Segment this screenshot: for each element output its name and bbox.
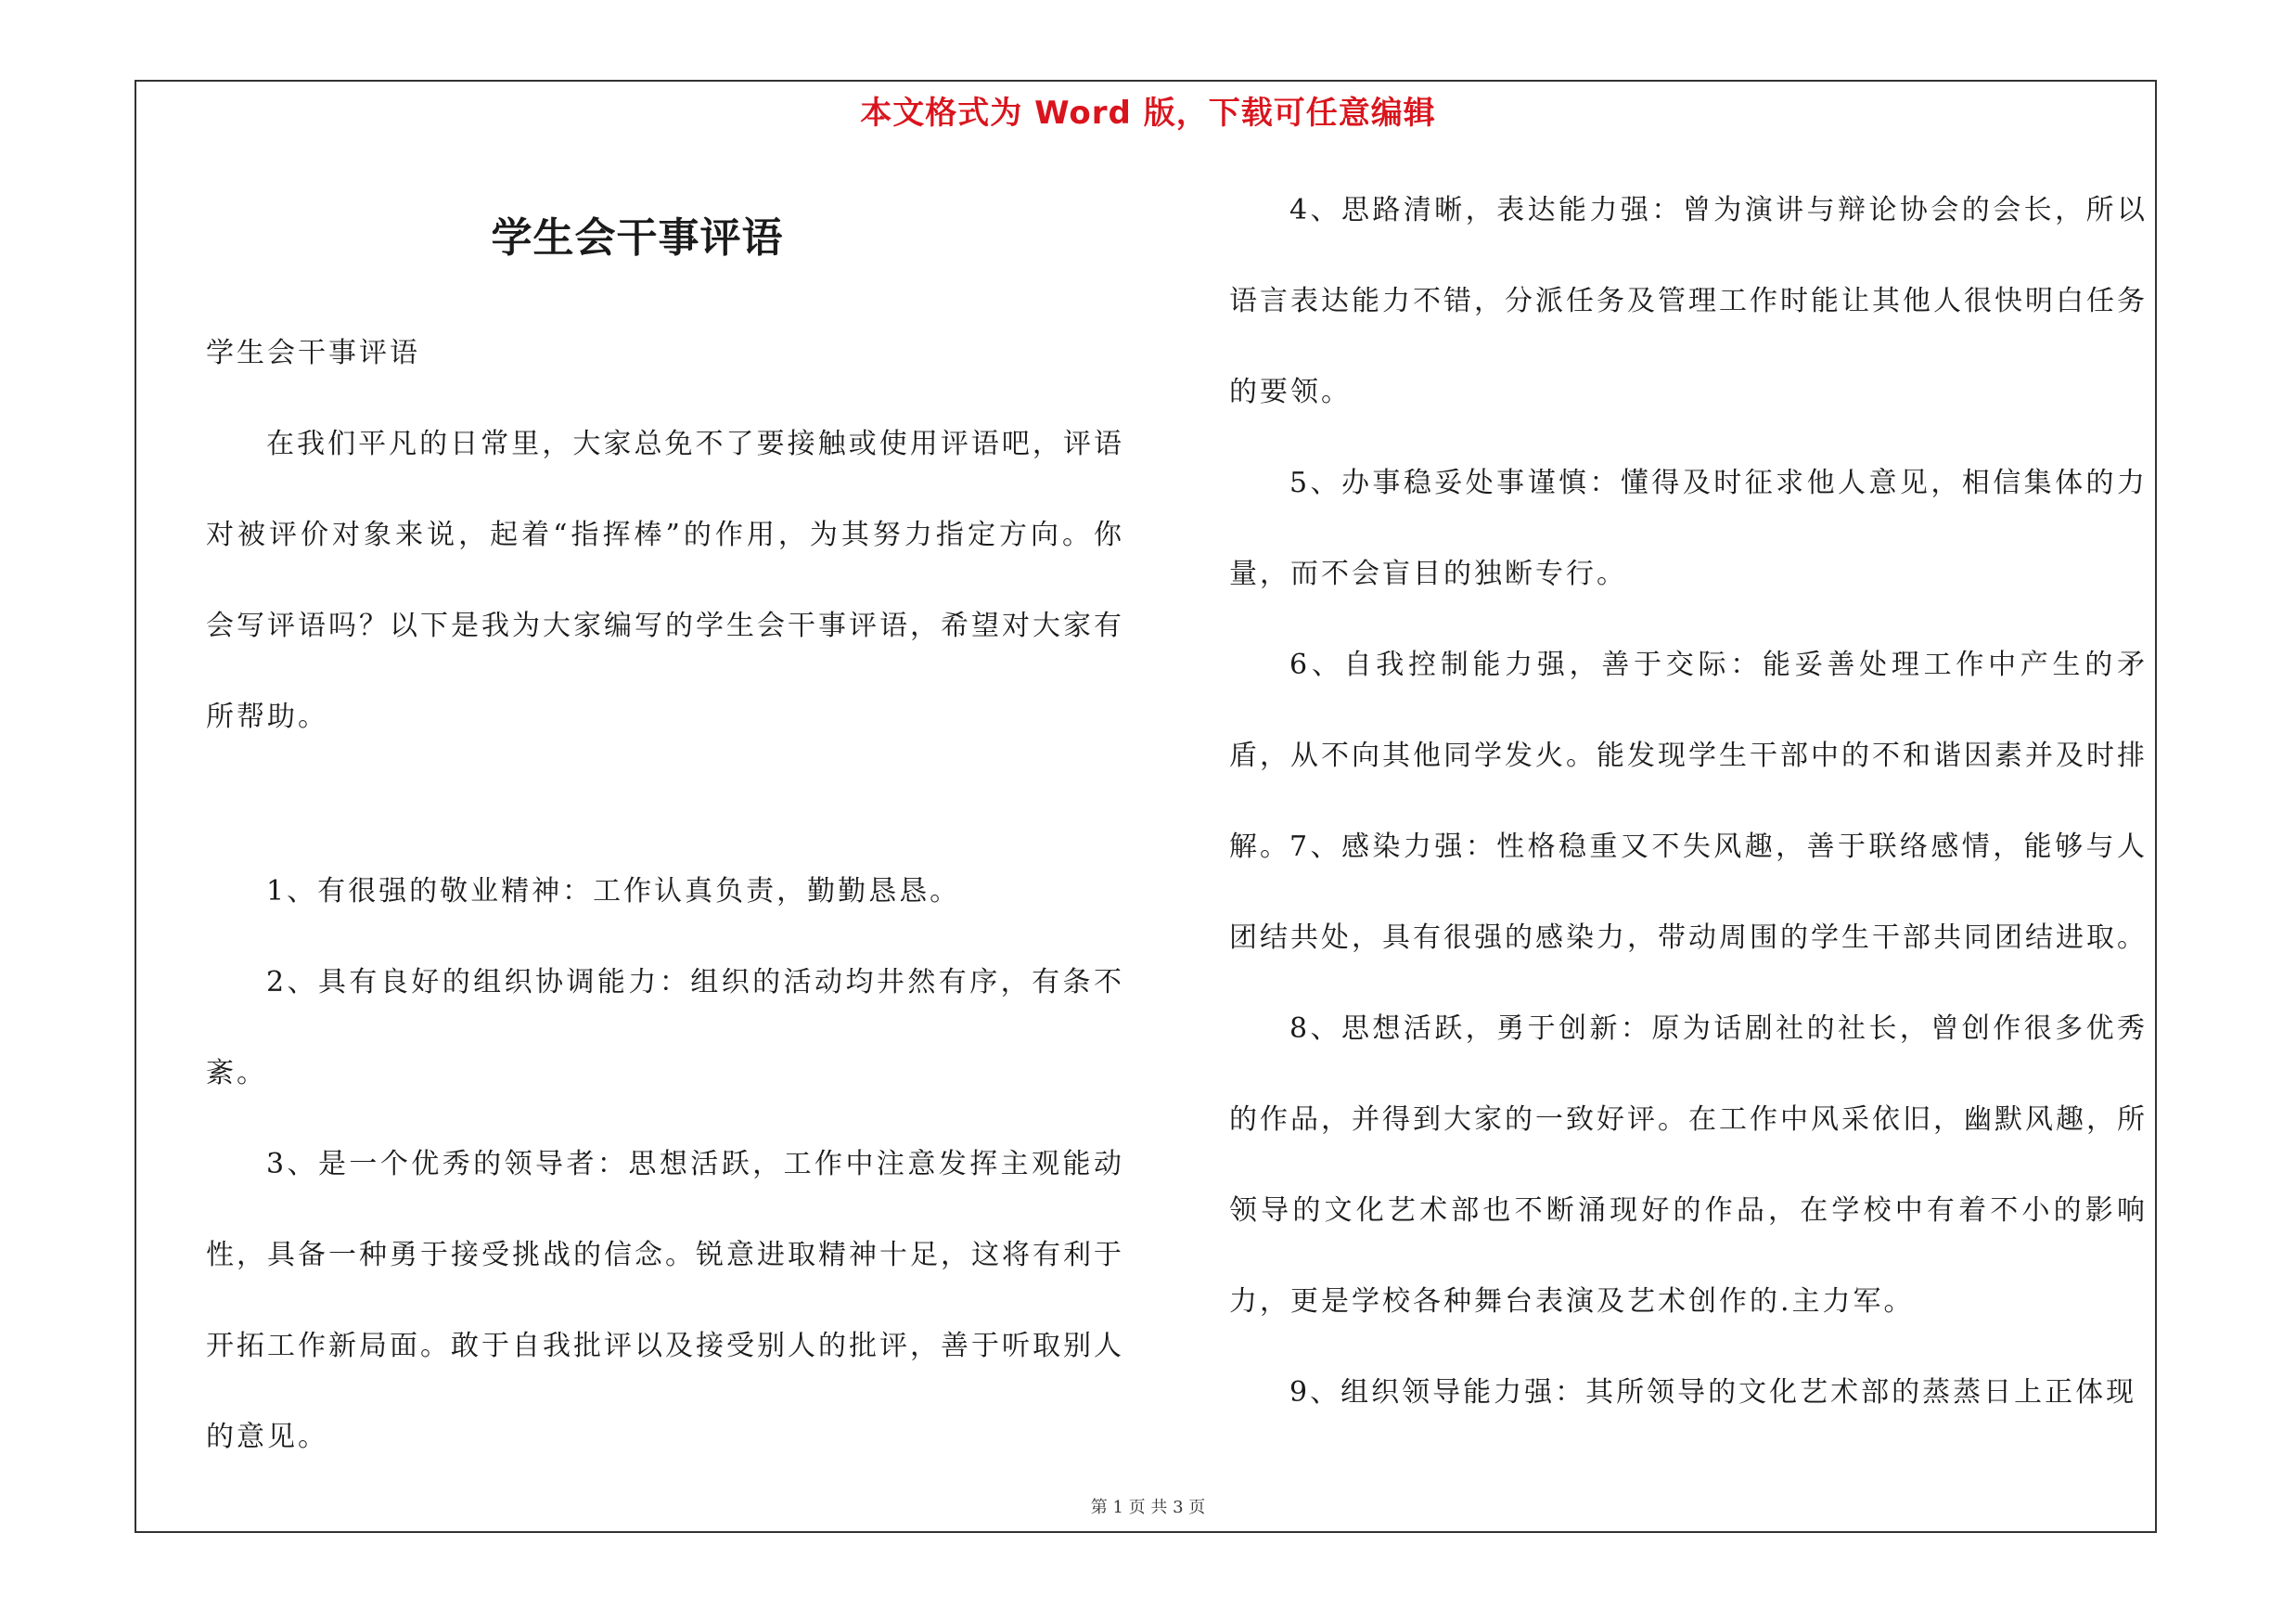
intro-paragraph: 在我们平凡的日常里，大家总免不了要接触或使用评语吧，评语对被评价对象来说，起着“指挥棒”的作用，为其努力指定方向。你会写评语吗？以下是我为大家编写的学生会干事评语，希望对大家有所帮助。: [206, 428, 1124, 733]
list-item: 8、思想活跃，勇于创新：原为话剧社的社长，曾创作很多优秀的作品，并得到大家的一致好评。在工作中风采依旧，幽默风趣，所领导的文化艺术部也不断涌现好的作品，在学校中有着不小的影响力，更是学校各种舞台表演及艺术创作的.主力军。: [1229, 1012, 2148, 1318]
list-item: 3、是一个优秀的领导者：思想活跃，工作中注意发挥主观能动性，具备一种勇于接受挑战的信念。锐意进取精神十足，这将有利于开拓工作新局面。敢于自我批评以及接受别人的批评，善于听取别人的意见。: [206, 1148, 1124, 1453]
list-item: 1、有很强的敬业精神：工作认真负责，勤勤恳恳。: [266, 875, 961, 908]
list-item: 5、办事稳妥处事谨慎：懂得及时征求他人意见，相信集体的力量，而不会盲目的独断专行。: [1229, 467, 2148, 590]
list-item: 6、自我控制能力强，善于交际：能妥善处理工作中产生的矛盾，从不向其他同学发火。能发现学生干部中的不和谐因素并及时排解。: [1229, 649, 2148, 863]
document-title: 学生会干事评语: [491, 214, 784, 262]
list-item: 2、具有良好的组织协调能力：组织的活动均井然有序，有条不紊。: [206, 966, 1124, 1089]
word-format-banner: 本文格式为 Word 版，下载可任意编辑: [860, 95, 1436, 132]
list-item: 7、感染力强：性格稳重又不失风趣，善于联络感情，能够与人团结共处，具有很强的感染力，带动周围的学生干部共同团结进取。: [1229, 831, 2148, 954]
document-subtitle: 学生会干事评语: [206, 337, 420, 369]
list-item: 9、组织领导能力强：其所领导的文化艺术部的蒸蒸日上正体现: [1289, 1376, 2137, 1409]
list-item: 4、思路清晰，表达能力强：曾为演讲与辩论协会的会长，所以语言表达能力不错，分派任务及管理工作时能让其他人很快明白任务的要领。: [1229, 194, 2148, 408]
page-number: 第 1 页 共 3 页: [1090, 1498, 1206, 1517]
